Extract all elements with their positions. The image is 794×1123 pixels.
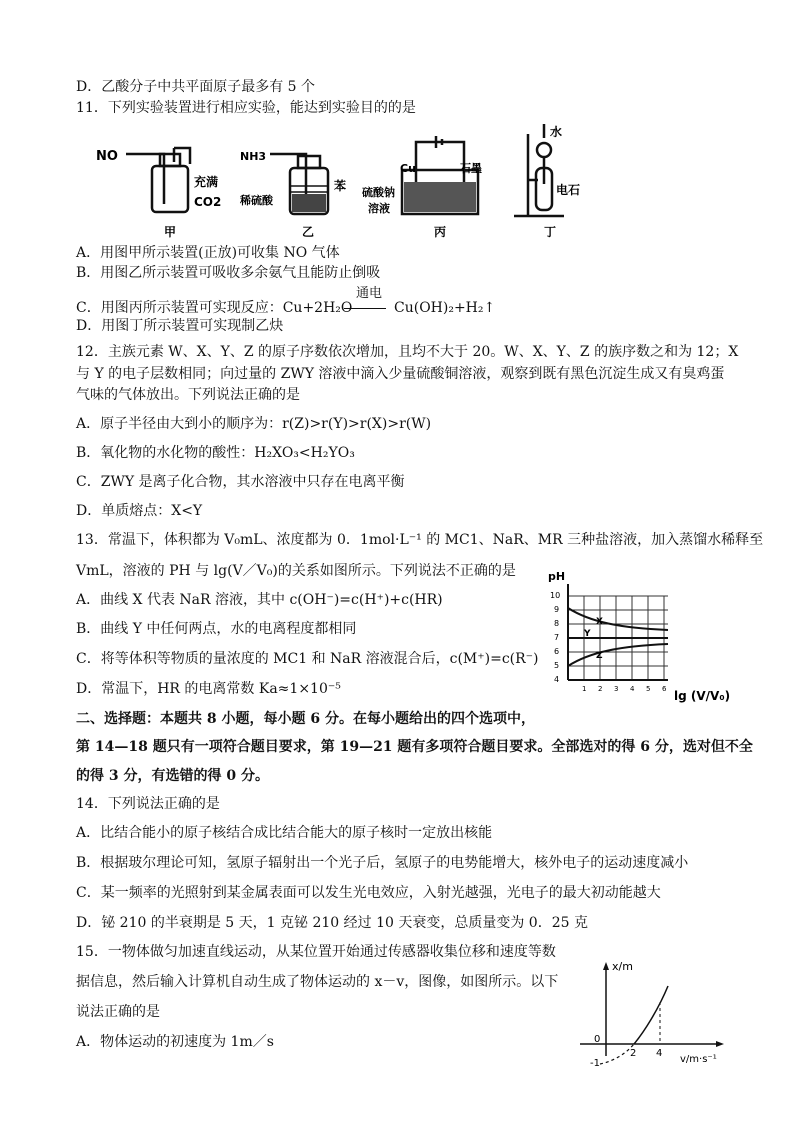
jia-gas-label-2: CO2 <box>194 195 222 209</box>
ph-xtick-3: 3 <box>614 685 619 693</box>
q13-option-a: A．曲线 X 代表 NaR 溶液，其中 c(OH⁻)=c(H⁺)+c(HR) <box>76 592 443 608</box>
q13-option-b: B．曲线 Y 中任何两点，水的电离程度都相同 <box>76 621 357 637</box>
q12-stem-3: 气味的气体放出。下列说法正确的是 <box>76 387 300 403</box>
xv-yneg-label: -1 <box>590 1058 600 1069</box>
xv-ylabel: x/m <box>612 960 633 973</box>
q14-stem: 14．下列说法正确的是 <box>76 796 220 812</box>
reaction-arrow-line <box>344 308 386 309</box>
ph-ytick-7: 7 <box>554 633 560 642</box>
q11-apparatus-figure <box>90 124 610 242</box>
q15-option-a: A．物体运动的初速度为 1m／s <box>76 1034 274 1050</box>
section2-line-2: 第 14—18 题只有一项符合题目要求，第 19—21 题有多项符合题目要求。全部选对的得 6 分，选对但不全 <box>76 739 753 755</box>
curve-z-label: Z <box>596 651 603 661</box>
ph-graph-ylabel: pH <box>548 570 566 583</box>
bing-name: 丙 <box>434 225 447 239</box>
ding-name: 丁 <box>544 225 557 239</box>
bing-sol-2: 溶液 <box>368 202 390 215</box>
q14-option-a: A．比结合能小的原子核结合成比结合能大的原子核时一定放出核能 <box>76 825 493 841</box>
q12-option-a: A．原子半径由大到小的顺序为：r(Z)>r(Y)>r(X)>r(W) <box>76 416 432 432</box>
ph-graph-xlabel: lg (V/V₀) <box>674 689 731 703</box>
q12-stem-1: 12．主族元素 W、X、Y、Z 的原子序数依次增加，且均不大于 20。W、X、Y、Z 的族序数之和为 12；X <box>76 344 739 360</box>
curve-y-label: Y <box>584 629 591 639</box>
bing-right-el: 石墨 <box>460 162 482 175</box>
xv-xlabel: v/m·s⁻¹ <box>680 1054 717 1065</box>
q14-option-d: D．铋 210 的半衰期是 5 天，1 克铋 210 经过 10 天衰变，总质量变为 0．25 克 <box>76 915 588 931</box>
q11-option-a: A．用图甲所示装置(正放)可收集 NO 气体 <box>76 245 340 261</box>
q11-option-c-pre: C．用图丙所示装置可实现反应：Cu+2H₂O <box>76 300 353 316</box>
ph-ytick-5: 5 <box>554 661 560 670</box>
q12-option-d: D．单质熔点：X<Y <box>76 503 203 519</box>
ding-top-label: 水 <box>550 125 563 139</box>
q13-option-d: D．常温下，HR 的电离常数 Ka≈1×10⁻⁵ <box>76 681 341 697</box>
q15-xv-graph <box>560 956 740 1076</box>
section2-line-3: 的得 3 分，有选错的得 0 分。 <box>76 768 269 784</box>
apparatus-jia <box>126 148 190 212</box>
ph-ytick-8: 8 <box>554 619 560 628</box>
q11-option-b: B．用图乙所示装置可吸收多余氨气且能防止倒吸 <box>76 265 381 281</box>
q10-option-d: D．乙酸分子中共平面原子最多有 5 个 <box>76 79 316 95</box>
q14-option-c: C．某一频率的光照射到某金属表面可以发生光电效应，入射光越强，光电子的最大初动能越大 <box>76 885 661 901</box>
q12-stem-2: 与 Y 的电子层数相同；向过量的 ZWY 溶液中滴入少量硫酸铜溶液，观察到既有黑色沉淀生成又有臭鸡蛋 <box>76 366 725 382</box>
section2-line-1: 二、选择题：本题共 8 小题，每小题 6 分。在每小题给出的四个选项中， <box>76 711 535 727</box>
q11-option-d: D．用图丁所示装置可实现制乙炔 <box>76 318 284 334</box>
q13-stem-1: 13．常温下，体积都为 V₀mL、浓度都为 0．1mol·L⁻¹ 的 MC1、NaR、MR 三种盐溶液，加入蒸馏水稀释至 <box>76 532 764 548</box>
jia-name: 甲 <box>164 225 177 239</box>
q13-ph-graph <box>540 566 740 706</box>
yi-name: 乙 <box>302 225 315 239</box>
q15-stem-1: 15．一物体做匀加速直线运动，从某位置开始通过传感器收集位移和速度等数 <box>76 944 556 960</box>
q11-option-c-post: Cu(OH)₂+H₂↑ <box>394 300 496 316</box>
jia-gas-label-1: 充满 <box>194 175 219 189</box>
q11-option-c-condition: 通电 <box>356 286 383 301</box>
q14-option-b: B．根据玻尔理论可知，氢原子辐射出一个光子后，氢原子的电势能增大，核外电子的运动速度减小 <box>76 855 689 871</box>
q12-option-b: B．氧化物的水化物的酸性：H₂XO₃<H₂YO₃ <box>76 445 355 461</box>
xv-xtick-4: 4 <box>656 1048 663 1059</box>
q15-stem-3: 说法正确的是 <box>76 1004 160 1020</box>
bing-sol-1: 硫酸钠 <box>362 186 395 199</box>
jia-in-label: NO <box>96 149 118 164</box>
q11-stem: 11．下列实验装置进行相应实验，能达到实验目的的是 <box>76 100 416 116</box>
q15-stem-2: 据信息，然后输入计算机自动生成了物体运动的 x－v，图像，如图所示。以下 <box>76 974 559 990</box>
bing-left-el: Cu <box>400 162 416 175</box>
yi-layer-label: 苯 <box>334 179 347 193</box>
yi-in-label: NH3 <box>240 150 267 163</box>
ph-xtick-2: 2 <box>598 685 603 693</box>
ph-xtick-1: 1 <box>582 685 587 693</box>
yi-liquid-label: 稀硫酸 <box>240 194 273 207</box>
q12-option-c: C．ZWY 是离子化合物，其水溶液中只存在电离平衡 <box>76 474 405 490</box>
ph-ytick-4: 4 <box>554 675 560 684</box>
xv-xtick-2: 2 <box>630 1048 637 1059</box>
ph-xtick-4: 4 <box>630 685 635 693</box>
xv-origin-label: 0 <box>594 1034 601 1045</box>
ph-ytick-9: 9 <box>554 605 560 614</box>
ph-xtick-6: 6 <box>662 685 667 693</box>
ph-xtick-5: 5 <box>646 685 651 693</box>
ding-solid-label: 电石 <box>556 183 581 197</box>
curve-x-label: X <box>596 617 603 627</box>
ph-ytick-10: 10 <box>550 591 561 600</box>
q13-stem-2: VmL，溶液的 PH 与 lg(V／V₀)的关系如图所示。下列说法不正确的是 <box>76 563 516 579</box>
ph-ytick-6: 6 <box>554 647 560 656</box>
q13-option-c: C．将等体积等物质的量浓度的 MC1 和 NaR 溶液混合后，c(M⁺)=c(R⁻) <box>76 651 539 667</box>
